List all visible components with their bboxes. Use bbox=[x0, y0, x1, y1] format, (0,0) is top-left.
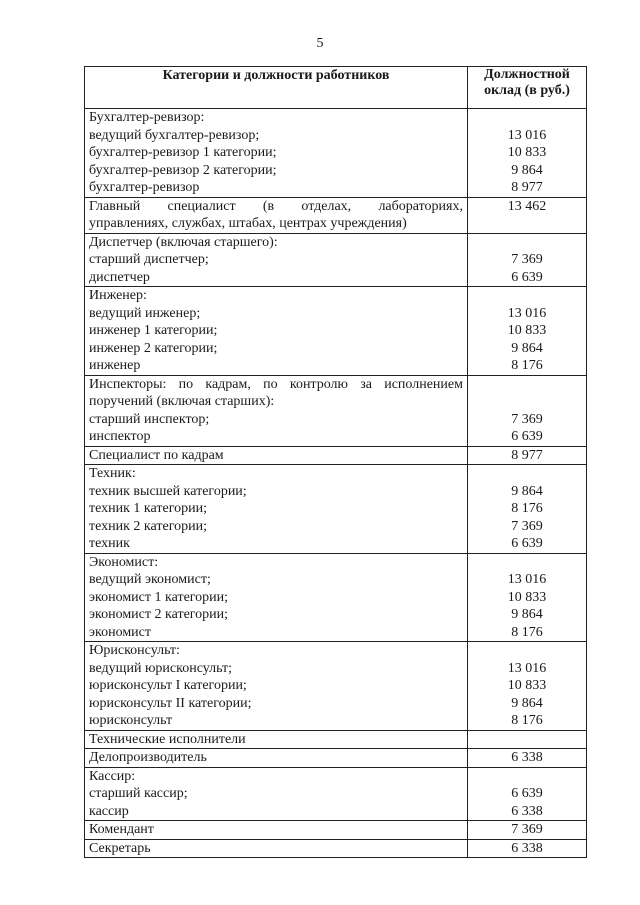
salary-value bbox=[472, 287, 582, 305]
position-line: техник 2 категории; bbox=[89, 518, 207, 534]
position-line: техник bbox=[89, 536, 130, 551]
position-line: Диспетчер (включая старшего): bbox=[89, 234, 278, 250]
salary-value: 10 833 bbox=[507, 323, 547, 338]
salary-value bbox=[472, 376, 582, 394]
position-cell bbox=[85, 553, 468, 642]
salary-value: 13 016 bbox=[507, 572, 547, 587]
salary-value: 9 864 bbox=[511, 695, 543, 711]
position-cell bbox=[85, 767, 468, 821]
salary-value bbox=[472, 234, 582, 252]
salary-cell bbox=[468, 839, 587, 858]
position-line: кассир bbox=[89, 803, 129, 819]
table-row bbox=[85, 233, 587, 287]
salary-cell bbox=[468, 287, 587, 376]
position-cell bbox=[85, 749, 468, 768]
position-line: Комендант bbox=[89, 822, 154, 837]
salary-value: 9 864 bbox=[511, 607, 543, 622]
position-line: инженер 2 категории; bbox=[89, 340, 218, 356]
position-line: экономист bbox=[89, 624, 152, 640]
page-number: 5 bbox=[316, 36, 324, 51]
position-line: Экономист: bbox=[89, 554, 159, 570]
position-line: бухгалтер-ревизор bbox=[89, 180, 200, 195]
salary-value: 13 016 bbox=[507, 660, 547, 676]
table-row bbox=[85, 767, 587, 821]
position-line: старший инспектор; bbox=[89, 411, 210, 427]
position-line: Юрисконсульт: bbox=[89, 643, 180, 658]
salary-value bbox=[472, 465, 582, 483]
salary-value: 8 176 bbox=[511, 624, 543, 640]
position-line: Делопроизводитель bbox=[89, 750, 207, 765]
table-row bbox=[85, 109, 587, 198]
salary-cell bbox=[468, 109, 587, 198]
position-line: Инженер: bbox=[89, 288, 147, 303]
salary-value bbox=[472, 215, 582, 233]
header-salary-line2: оклад (в руб.) bbox=[484, 83, 570, 98]
position-cell bbox=[85, 465, 468, 554]
salary-value: 8 176 bbox=[511, 501, 543, 516]
position-cell bbox=[85, 287, 468, 376]
position-line: техник 1 категории; bbox=[89, 501, 207, 516]
table-header-row bbox=[85, 67, 587, 109]
position-line: Кассир: bbox=[89, 768, 136, 784]
salary-cell bbox=[468, 749, 587, 768]
salary-cell bbox=[468, 767, 587, 821]
position-line: экономист 1 категории; bbox=[89, 589, 229, 605]
position-cell bbox=[85, 233, 468, 287]
salary-value: 13 016 bbox=[507, 305, 547, 321]
salary-value: 7 369 bbox=[511, 822, 543, 837]
salary-value: 7 369 bbox=[511, 252, 543, 267]
position-cell bbox=[85, 642, 468, 731]
salary-value bbox=[472, 731, 582, 749]
table-row bbox=[85, 375, 587, 446]
position-line: бухгалтер-ревизор 2 категории; bbox=[89, 162, 277, 178]
salary-value: 6 338 bbox=[511, 803, 543, 819]
salary-cell bbox=[468, 446, 587, 465]
table-row bbox=[85, 730, 587, 749]
table-row bbox=[85, 446, 587, 465]
salary-cell bbox=[468, 233, 587, 287]
position-line: юрисконсульт II категории; bbox=[89, 695, 252, 711]
salary-value: 9 864 bbox=[511, 162, 543, 178]
position-line: Главный специалист (в отделах, лабораториях, bbox=[89, 198, 463, 214]
position-line: Бухгалтер-ревизор: bbox=[89, 110, 205, 125]
table-row bbox=[85, 465, 587, 554]
salary-value: 6 639 bbox=[511, 786, 543, 801]
position-line: юрисконсульт bbox=[89, 713, 173, 728]
table-row bbox=[85, 839, 587, 858]
table-row bbox=[85, 642, 587, 731]
salary-cell bbox=[468, 197, 587, 233]
position-cell bbox=[85, 821, 468, 840]
salary-value bbox=[472, 642, 582, 660]
salary-value: 7 369 bbox=[511, 518, 543, 534]
position-line: ведущий инженер; bbox=[89, 305, 201, 321]
position-cell bbox=[85, 730, 468, 749]
position-line: Техник: bbox=[89, 466, 136, 481]
salary-value: 8 176 bbox=[511, 358, 543, 373]
position-line: инженер bbox=[89, 358, 141, 373]
position-line: юрисконсульт I категории; bbox=[89, 678, 247, 693]
position-line: диспетчер bbox=[89, 269, 150, 285]
position-line: ведущий экономист; bbox=[89, 572, 211, 587]
position-cell bbox=[85, 109, 468, 198]
table-row bbox=[85, 821, 587, 840]
salary-value: 10 833 bbox=[507, 589, 547, 605]
table-row bbox=[85, 553, 587, 642]
salary-cell bbox=[468, 821, 587, 840]
salary-value: 13 016 bbox=[507, 127, 547, 143]
position-line: поручений (включая старших): bbox=[89, 394, 275, 409]
position-line: инспектор bbox=[89, 429, 151, 444]
salary-cell bbox=[468, 465, 587, 554]
position-line: Секретарь bbox=[89, 840, 151, 856]
header-salary-line1: Должностной bbox=[484, 67, 570, 82]
position-line: инженер 1 категории; bbox=[89, 323, 218, 338]
salary-value: 13 462 bbox=[507, 198, 547, 214]
salary-value bbox=[472, 768, 582, 786]
position-line: техник высшей категории; bbox=[89, 483, 247, 499]
salary-table bbox=[84, 66, 587, 858]
header-categories: Категории и должности работников bbox=[85, 67, 468, 109]
position-line: Специалист по кадрам bbox=[89, 447, 224, 463]
salary-value bbox=[472, 393, 582, 411]
position-line: ведущий юрисконсульт; bbox=[89, 660, 232, 676]
table-body bbox=[85, 109, 587, 858]
position-cell bbox=[85, 375, 468, 446]
salary-value: 6 639 bbox=[511, 269, 543, 285]
position-line: старший диспетчер; bbox=[89, 252, 209, 267]
salary-value: 6 639 bbox=[511, 429, 543, 444]
position-cell bbox=[85, 446, 468, 465]
position-cell bbox=[85, 839, 468, 858]
salary-value: 6 338 bbox=[511, 840, 543, 856]
position-line: ведущий бухгалтер-ревизор; bbox=[89, 127, 260, 143]
salary-cell bbox=[468, 730, 587, 749]
position-line: управлениях, службах, штабах, центрах учреждения) bbox=[89, 216, 407, 231]
header-salary bbox=[468, 67, 587, 109]
position-line: Инспекторы: по кадрам, по контролю за исполнением bbox=[89, 376, 463, 392]
salary-value bbox=[472, 109, 582, 127]
salary-value: 6 338 bbox=[511, 750, 543, 765]
salary-value: 8 176 bbox=[511, 713, 543, 728]
table-row bbox=[85, 749, 587, 768]
salary-value: 9 864 bbox=[511, 340, 543, 356]
position-line: старший кассир; bbox=[89, 786, 188, 801]
salary-value: 10 833 bbox=[507, 145, 547, 160]
salary-value bbox=[472, 554, 582, 572]
salary-value: 10 833 bbox=[507, 678, 547, 693]
position-line: бухгалтер-ревизор 1 категории; bbox=[89, 145, 277, 160]
position-cell bbox=[85, 197, 468, 233]
salary-value: 6 639 bbox=[511, 536, 543, 551]
salary-value: 7 369 bbox=[511, 411, 543, 427]
salary-cell bbox=[468, 642, 587, 731]
salary-cell bbox=[468, 553, 587, 642]
salary-cell bbox=[468, 375, 587, 446]
position-line: экономист 2 категории; bbox=[89, 607, 229, 622]
position-line: Технические исполнители bbox=[89, 731, 246, 747]
table-row bbox=[85, 197, 587, 233]
salary-value: 8 977 bbox=[511, 447, 543, 463]
table-row bbox=[85, 287, 587, 376]
salary-value: 9 864 bbox=[511, 483, 543, 499]
salary-value: 8 977 bbox=[511, 180, 543, 195]
